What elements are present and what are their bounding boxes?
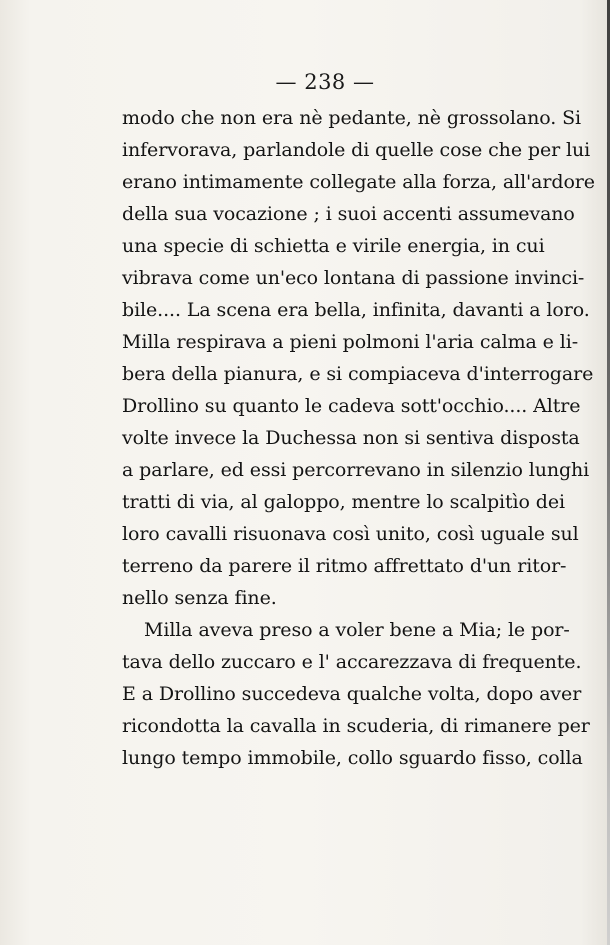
text-line: E a Drollino succedeva qualche volta, dopo aver <box>122 683 582 705</box>
page-number: — 238 — <box>275 70 375 94</box>
text-line: erano intimamente collegate alla forza, all'ardore <box>122 171 595 193</box>
text-line: volte invece la Duchessa non si sentiva disposta <box>122 427 580 449</box>
text-line: tava dello zuccaro e l' accarezzava di frequente. <box>122 651 582 673</box>
text-line: a parlare, ed essi percorrevano in silenzio lunghi <box>122 459 590 481</box>
text-line: loro cavalli risuonava così unito, così uguale sul <box>122 523 579 545</box>
text-line: Milla respirava a pieni polmoni l'aria calma e li- <box>122 331 579 353</box>
text-line: Drollino su quanto le cadeva sott'occhio.... Altre <box>122 395 581 417</box>
text-line: nello senza fine. <box>122 587 277 609</box>
text-line: ricondotta la cavalla in scuderia, di rimanere per <box>122 715 590 737</box>
text-line: modo che non era nè pedante, nè grossolano. Si <box>122 107 581 129</box>
paragraph-first-line: Milla aveva preso a voler bene a Mia; le por- <box>144 619 570 641</box>
text-line: bile.... La scena era bella, infinita, davanti a loro. <box>122 299 590 321</box>
text-line: lungo tempo immobile, collo sguardo fisso, colla <box>122 747 583 769</box>
text-line: della sua vocazione ; i suoi accenti assumevano <box>122 203 575 225</box>
text-line: tratti di via, al galoppo, mentre lo scalpitìo dei <box>122 491 565 513</box>
text-line: infervorava, parlandole di quelle cose che per lui <box>122 139 591 161</box>
text-line: vibrava come un'eco lontana di passione invinci- <box>122 267 585 289</box>
text-line: una specie di schietta e virile energia, in cui <box>122 235 545 257</box>
text-line: terreno da parere il ritmo affrettato d'un ritor- <box>122 555 567 577</box>
text-line: bera della pianura, e si compiaceva d'interrogare <box>122 363 594 385</box>
